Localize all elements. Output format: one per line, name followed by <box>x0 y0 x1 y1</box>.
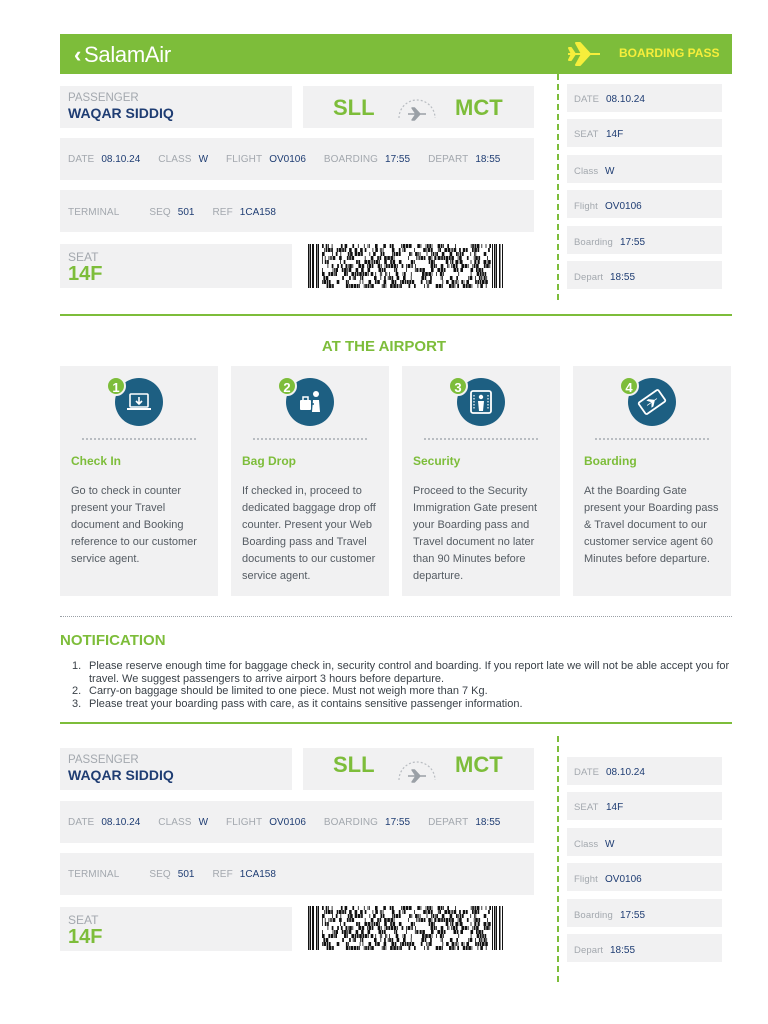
step-title: Security <box>413 454 461 468</box>
stub-flight-box <box>567 190 722 218</box>
barcode <box>308 906 504 950</box>
section-divider <box>60 722 732 724</box>
brand-logo <box>74 42 171 68</box>
step-dotted-divider <box>82 438 196 440</box>
depart-label: DEPART <box>428 817 469 828</box>
ref-value: 1CA158 <box>239 869 276 880</box>
stub-depart-value: 18:55 <box>610 945 636 956</box>
flight-value: OV0106 <box>269 817 306 828</box>
seq-label: SEQ <box>149 207 171 218</box>
depart-value: 18:55 <box>475 817 501 828</box>
boarding-value: 17:55 <box>385 817 411 828</box>
passenger-name: WAQAR SIDDIQ <box>68 767 174 783</box>
origin-code: SLL <box>333 95 375 120</box>
notification-item: 3. Please treat your boarding pass with care, as it contains sensitive passenger information. <box>72 697 523 710</box>
stub-boarding-box <box>567 899 722 927</box>
seat-value: 14F <box>68 926 103 948</box>
passenger-name: WAQAR SIDDIQ <box>68 105 174 121</box>
destination-code: MCT <box>455 95 503 120</box>
flight-value: OV0106 <box>269 154 306 165</box>
stub-flight-label: Flight <box>574 874 598 885</box>
destination-code: MCT <box>455 752 503 777</box>
stub-seat-box <box>567 119 722 147</box>
stub-seat-label: SEAT <box>574 129 599 140</box>
step-dotted-divider <box>424 438 538 440</box>
stub-class-value: W <box>605 839 615 850</box>
barcode <box>308 244 504 288</box>
flight-details-box <box>60 138 534 180</box>
date-label: DATE <box>68 154 95 165</box>
date-value: 08.10.24 <box>101 817 141 828</box>
class-value: W <box>198 154 209 165</box>
chevron-left-icon: ‹ <box>74 42 82 67</box>
seat-box <box>60 907 292 951</box>
step-number: 3 <box>448 376 468 396</box>
brand-name: SalamAir <box>84 42 171 67</box>
stub-class-value: W <box>605 166 615 177</box>
stub-seat-label: SEAT <box>574 802 599 813</box>
boarding-pass-label: BOARDING PASS <box>619 46 720 60</box>
passenger-box <box>60 86 292 128</box>
ref-label: REF <box>212 869 233 880</box>
stub-seat-value: 14F <box>606 129 624 140</box>
stub-boarding-value: 17:55 <box>620 910 646 921</box>
step-security <box>402 366 560 596</box>
depart-value: 18:55 <box>475 154 501 165</box>
terminal-box <box>60 853 534 895</box>
stub-flight-label: Flight <box>574 201 598 212</box>
stub-class-box <box>567 155 722 183</box>
class-label: CLASS <box>158 817 192 828</box>
seq-value: 501 <box>177 869 195 880</box>
class-value: W <box>198 817 209 828</box>
ref-value: 1CA158 <box>239 207 276 218</box>
step-description: Go to check in counter present your Travel document and Booking reference to our customer service agent. <box>71 485 197 565</box>
passenger-box <box>60 748 292 790</box>
date-value: 08.10.24 <box>101 154 141 165</box>
stub-separator <box>557 736 559 982</box>
stub-seat-box <box>567 792 722 820</box>
stub-date-value: 08.10.24 <box>606 767 645 778</box>
airplane-icon <box>566 40 602 68</box>
step-bag-drop <box>231 366 389 596</box>
flight-details-box <box>60 801 534 843</box>
section-divider <box>60 314 732 316</box>
date-label: DATE <box>68 817 95 828</box>
step-description: Proceed to the Security Immigration Gate present your Boarding pass and Travel document no later than 90 Minutes before departure. <box>413 485 538 582</box>
stub-depart-label: Depart <box>574 945 604 956</box>
stub-date-value: 08.10.24 <box>606 94 645 105</box>
seat-value: 14F <box>68 263 103 285</box>
step-number: 2 <box>277 376 297 396</box>
stub-flight-value: OV0106 <box>605 201 642 212</box>
stub-depart-label: Depart <box>574 272 604 283</box>
step-title: Check In <box>71 454 122 468</box>
boarding-label: BOARDING <box>323 154 379 165</box>
stub-seat-value: 14F <box>606 802 624 813</box>
notification-item: 2. Carry-on baggage should be limited to one piece. Must not weigh more than 7 Kg. <box>72 685 488 697</box>
step-title: Bag Drop <box>242 454 296 468</box>
airport-section-title: AT THE AIRPORT <box>321 338 447 355</box>
terminal-label: TERMINAL <box>68 207 120 218</box>
step-dotted-divider <box>253 438 367 440</box>
stub-boarding-label: Boarding <box>574 910 613 921</box>
seat-label: SEAT <box>68 250 99 264</box>
stub-depart-box <box>567 261 722 289</box>
flight-arc-icon <box>395 756 439 786</box>
seat-box <box>60 244 292 288</box>
stub-class-box <box>567 828 722 856</box>
route-box <box>303 748 534 790</box>
depart-label: DEPART <box>428 154 469 165</box>
stub-date-label: DATE <box>574 94 600 105</box>
stub-separator <box>557 74 559 300</box>
boarding-value: 17:55 <box>385 154 411 165</box>
stub-depart-box <box>567 934 722 962</box>
stub-date-box <box>567 84 722 112</box>
stub-flight-value: OV0106 <box>605 874 642 885</box>
notification-list <box>72 660 732 710</box>
stub-date-label: DATE <box>574 767 600 778</box>
boarding-label: BOARDING <box>323 817 379 828</box>
seat-label: SEAT <box>68 913 99 927</box>
stub-date-box <box>567 757 722 785</box>
ref-label: REF <box>212 207 233 218</box>
step-number: 1 <box>106 376 126 396</box>
stub-flight-box <box>567 863 722 891</box>
terminal-label: TERMINAL <box>68 869 120 880</box>
stub-class-label: Class <box>574 166 599 177</box>
terminal-box <box>60 190 534 232</box>
stub-boarding-label: Boarding <box>574 237 613 248</box>
route-box <box>303 86 534 128</box>
step-description: If checked in, proceed to dedicated baggage drop off counter. Present your Web Boarding pass and Travel documents to our customer service agent. <box>242 485 376 582</box>
passenger-label: PASSENGER <box>68 754 139 766</box>
section-dotted-divider <box>60 616 732 617</box>
step-number: 4 <box>619 376 639 396</box>
stub-class-label: Class <box>574 839 599 850</box>
seq-label: SEQ <box>149 869 171 880</box>
stub-boarding-box <box>567 226 722 254</box>
step-description: At the Boarding Gate present your Boarding pass & Travel document to our customer service agent 60 Minutes before departure. <box>584 485 719 565</box>
passenger-label: PASSENGER <box>68 92 139 104</box>
class-label: CLASS <box>158 154 192 165</box>
notification-title: NOTIFICATION <box>60 632 166 649</box>
seq-value: 501 <box>177 207 195 218</box>
flight-label: FLIGHT <box>226 154 263 165</box>
step-check-in <box>60 366 218 596</box>
step-dotted-divider <box>595 438 709 440</box>
notification-item: 1. Please reserve enough time for baggage check in, security control and boarding. If you report late we will not be able accept you for travel. We suggest passengers to arrive airport 3 hours before departure. <box>72 660 730 685</box>
stub-boarding-value: 17:55 <box>620 237 646 248</box>
step-boarding <box>573 366 731 596</box>
flight-label: FLIGHT <box>226 817 263 828</box>
step-title: Boarding <box>584 454 637 468</box>
stub-depart-value: 18:55 <box>610 272 636 283</box>
origin-code: SLL <box>333 752 375 777</box>
flight-arc-icon <box>395 94 439 124</box>
